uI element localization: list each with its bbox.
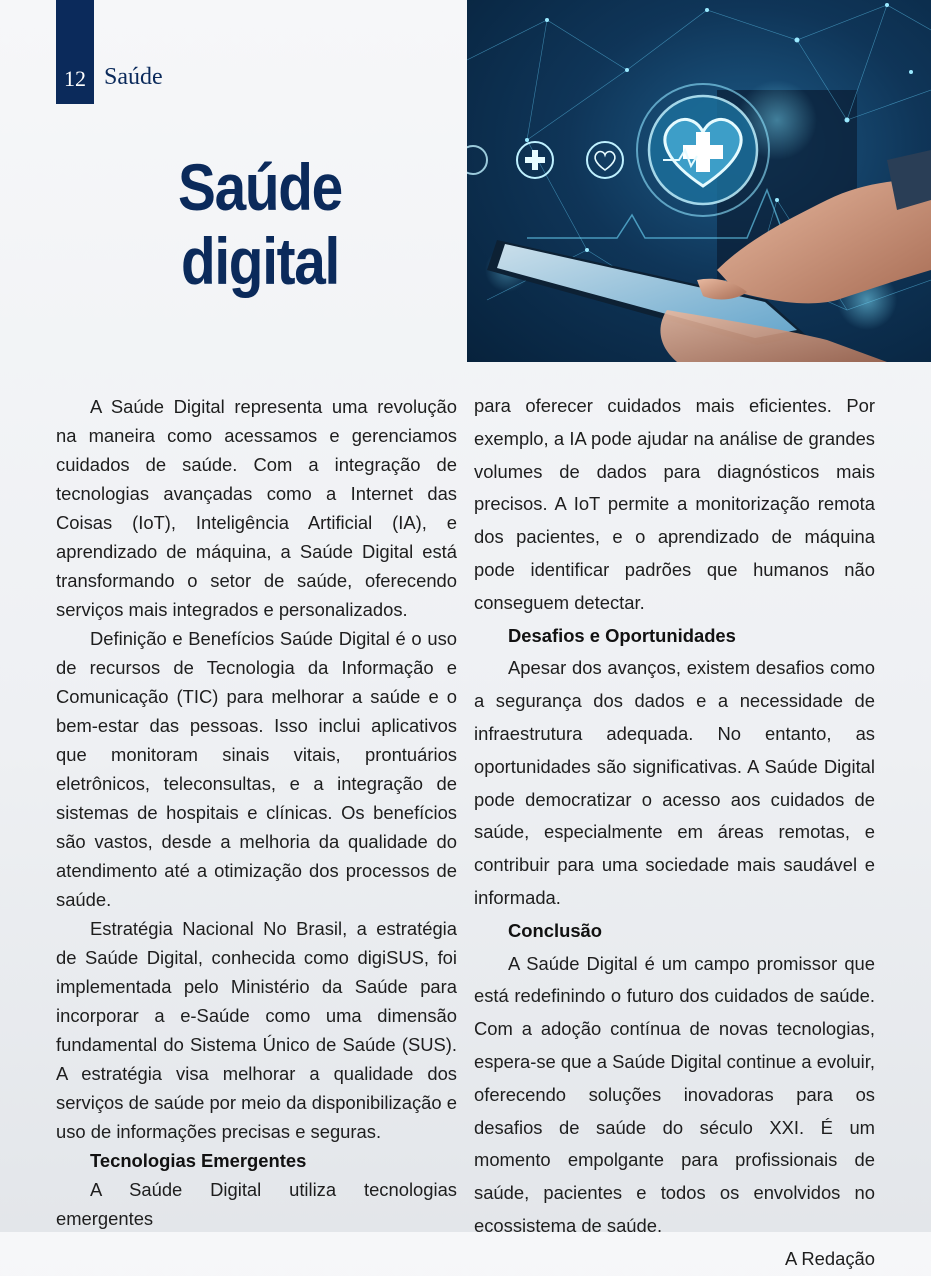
author-signature: A Redação — [785, 1247, 875, 1269]
heading-conclusion: Conclusão — [508, 919, 603, 941]
heading-challenges: Desafios e Oportunidades — [508, 624, 736, 646]
article-column-right — [474, 390, 875, 1276]
hero-image — [467, 0, 931, 362]
paragraph-emerging-tech-start: A Saúde Digital utiliza tecnologias emergentes — [56, 1179, 457, 1229]
section-name: Saúde — [104, 64, 163, 90]
headline-line-2: digital — [180, 224, 340, 298]
paragraph-emerging-tech-cont: para oferecer cuidados mais eficientes. Por exemplo, a IA pode ajudar na análise de grandes volumes de dados para diagnósticos mais precisos. A IoT permite a monitorização remota dos pacientes, e o aprendizado de máquina pode identificar padrões que humanos não conseguem detectar. — [474, 395, 875, 613]
heading-emerging-tech: Tecnologias Emergentes — [90, 1150, 307, 1171]
plus-circle-icon — [517, 142, 553, 178]
paragraph-challenges: Apesar dos avanços, existem desafios como a segurança dos dados e a necessidade de infraestrutura adequada. No entanto, as oportunidades são significativas. A Saúde Digital pode democratizar o acesso aos cuidados de saúde, especialmente em áreas remotas, e contribuir para uma sociedade mais saudável e informada. — [474, 657, 875, 908]
paragraph-intro: A Saúde Digital representa uma revolução na maneira como acessamos e gerenciamos cuidados de saúde. Com a integração de tecnologias avançadas como a Internet das Coisas (IoT), Inteligência Artificial (IA), e aprendizado de máquina, a Saúde Digital está transformando o setor de saúde, oferecendo serviços mais integrados e personalizados. — [56, 396, 457, 620]
heart-circle-icon — [587, 142, 623, 178]
paragraph-strategy: Estratégia Nacional No Brasil, a estratégia de Saúde Digital, conhecida como digiSUS, foi implementada pelo Ministério da Saúde para incorporar a e-Saúde como uma dimensão fundamental do Sistema Único de Saúde (SUS). A estratégia visa melhorar a qualidade dos serviços de saúde por meio da disponibilização e uso de informações precisas e seguras. — [56, 918, 457, 1142]
heart-cross-icon — [637, 84, 769, 216]
article-headline — [85, 150, 436, 298]
page-number-tab — [56, 0, 94, 104]
page-number: 12 — [64, 66, 86, 91]
headline-line-1: Saúde — [178, 150, 342, 224]
paragraph-definition: Definição e Benefícios Saúde Digital é o uso de recursos de Tecnologia da Informação e Comunicação (TIC) para melhorar a saúde e o bem-estar das pessoas. Isso inclui aplicativos que monitoram sinais vitais, prontuários eletrônicos, teleconsultas, e a integração de sistemas de hospitais e clínicas. Os benefícios são vastos, desde a melhoria da qualidade do atendimento até a otimização dos processos de saúde. — [56, 628, 457, 910]
article-column-left — [56, 392, 457, 1233]
paragraph-conclusion: A Saúde Digital é um campo promissor que está redefinindo o futuro dos cuidados de saúde. Com a adoção contínua de novas tecnologias, espera-se que a Saúde Digital continue a evoluir, oferecendo soluções inovadoras para os desafios de saúde do século XXI. É um momento empolgante para profissionais de saúde, pacientes e todos os envolvidos no ecossistema de saúde. — [474, 952, 875, 1236]
